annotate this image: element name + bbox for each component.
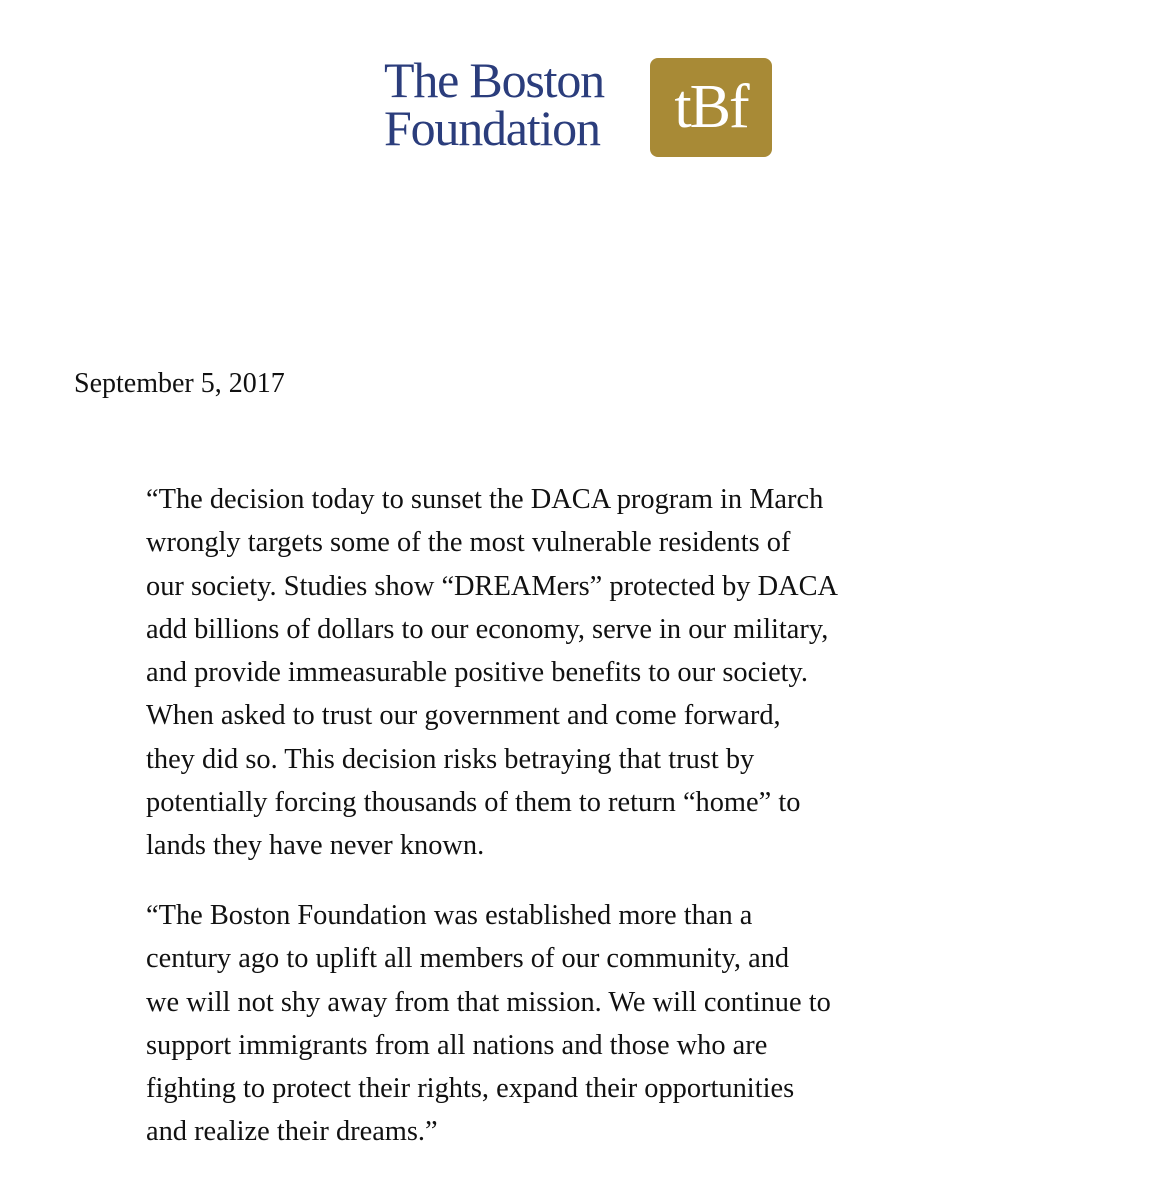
paragraph-line: “The decision today to sunset the DACA program in March [146, 484, 824, 515]
paragraph-line: lands they have never known. [146, 830, 485, 862]
statement-date: September 5, 2017 [74, 368, 285, 399]
logo-wordmark [384, 52, 639, 156]
logo-line-2: Foundation [384, 100, 600, 156]
paragraph-line: century ago to uplift all members of our community, and [146, 943, 790, 975]
statement-paragraph-2 [146, 894, 1036, 1154]
boston-foundation-logo [384, 52, 774, 160]
paragraph-line: add billions of dollars to our economy, serve in our military, [146, 613, 829, 645]
paragraph-line: and provide immeasurable positive benefits to our society. [146, 657, 809, 689]
paragraph-line: fighting to protect their rights, expand their opportunities [146, 1073, 795, 1105]
paragraph-line: our society. Studies show “DREAMers” protected by DACA [146, 570, 839, 602]
paragraph-line: support immigrants from all nations and those who are [146, 1029, 768, 1061]
logo-badge: tBf [650, 58, 772, 157]
paragraph-line: When asked to trust our government and come forward, [146, 700, 781, 732]
paragraph-line: wrongly targets some of the most vulnerable residents of [146, 527, 791, 559]
paragraph-line: they did so. This decision risks betraying that trust by [146, 743, 755, 775]
paragraph-line: “The Boston Foundation was established more than a [146, 900, 753, 931]
paragraph-line: we will not shy away from that mission. We will continue to [146, 986, 831, 1018]
logo-line-1: The Boston [384, 52, 604, 108]
statement-paragraph-1 [146, 478, 1036, 868]
paragraph-line: and realize their dreams.” [146, 1116, 438, 1148]
paragraph-line: potentially forcing thousands of them to return “home” to [146, 787, 801, 819]
